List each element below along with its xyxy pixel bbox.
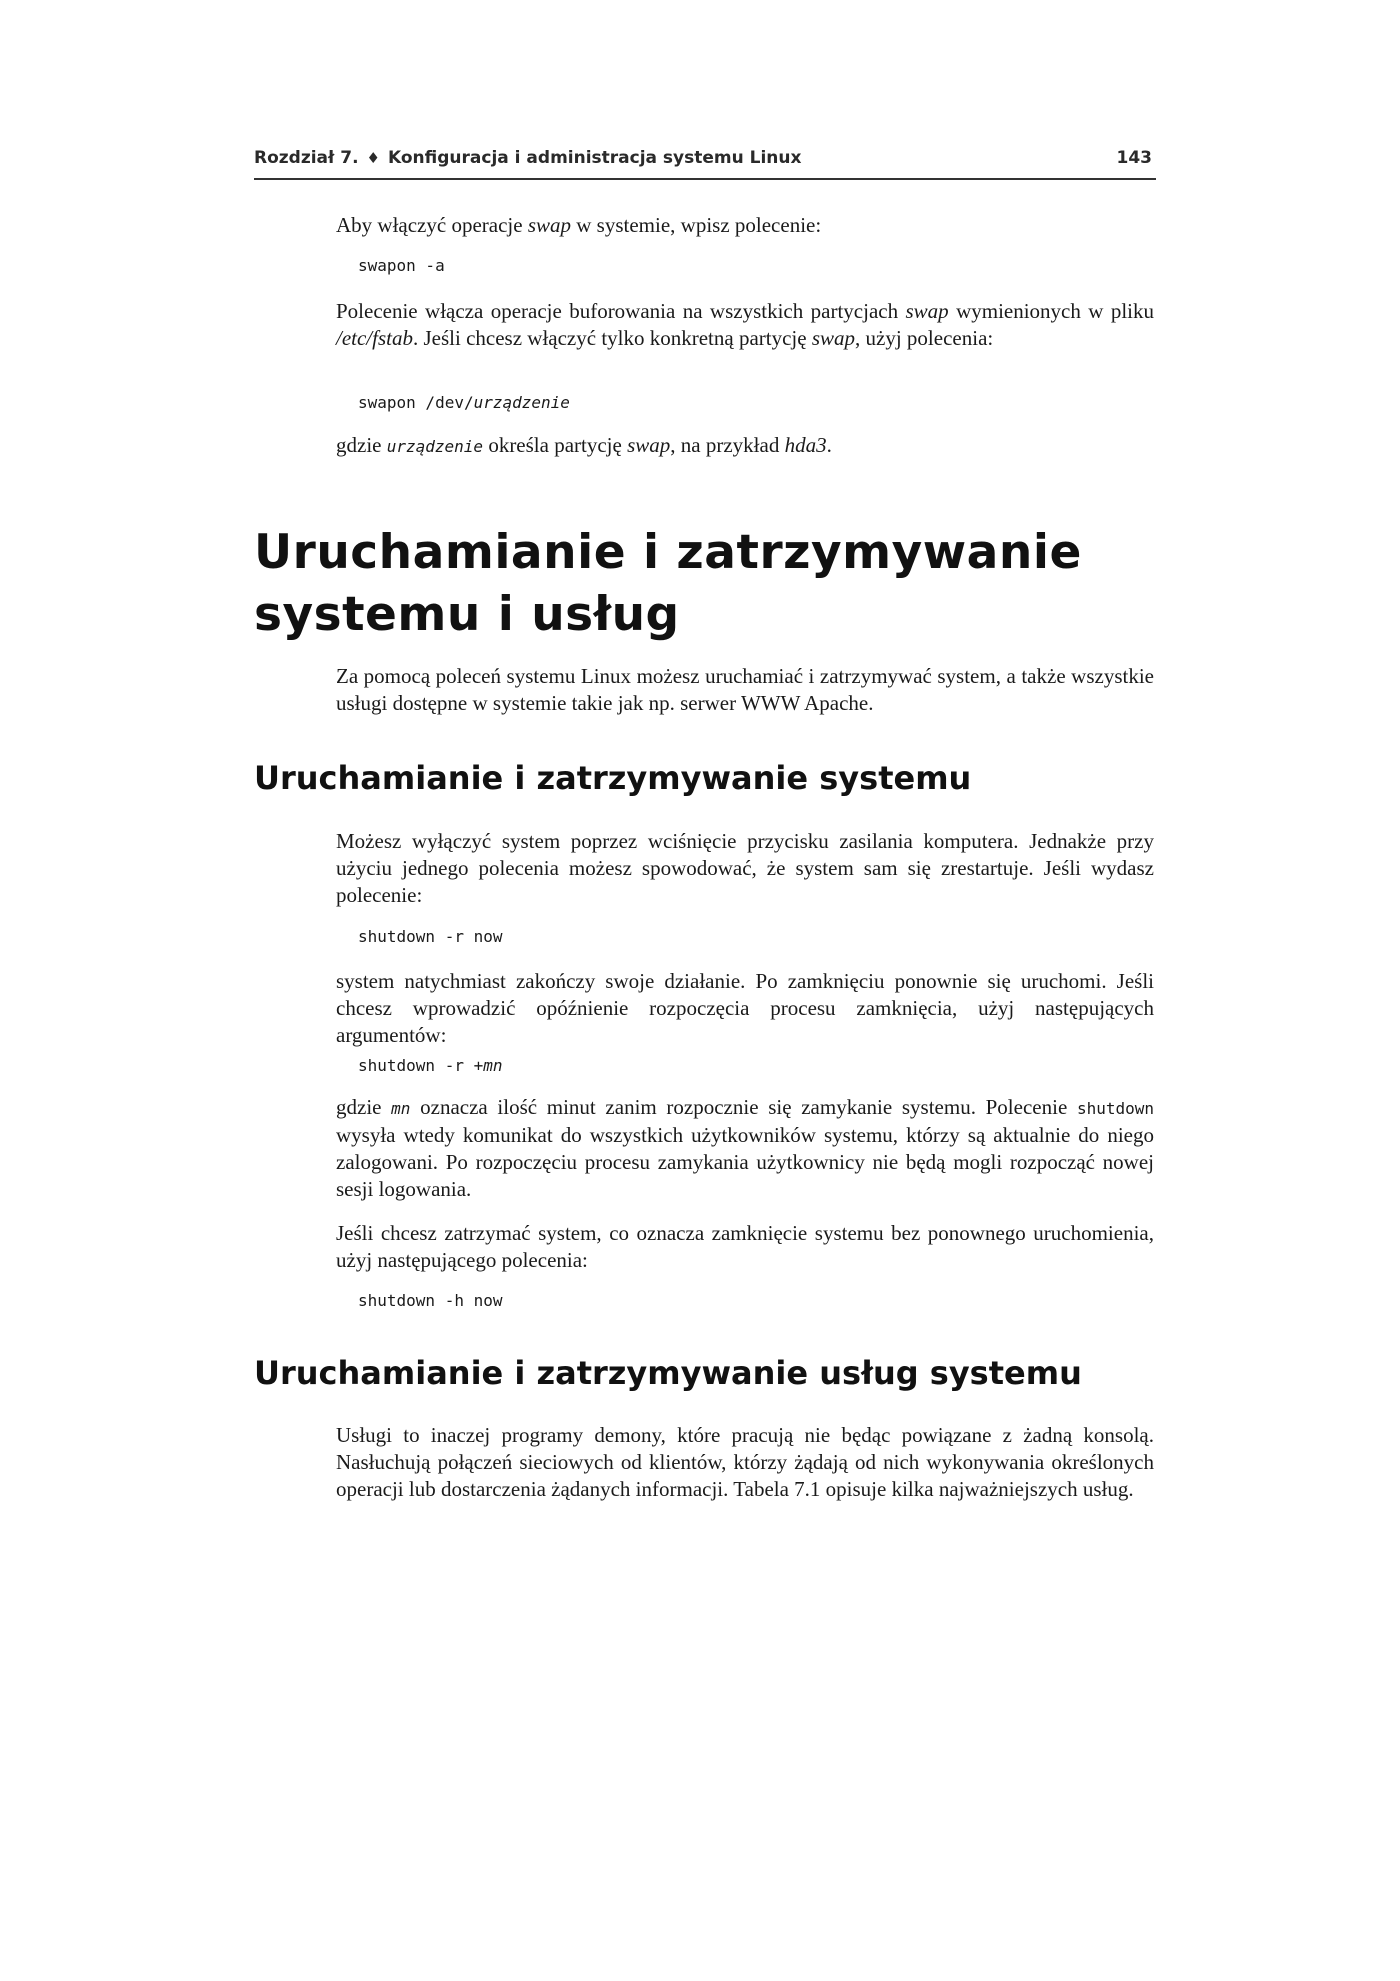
italic-term: swap [627,433,671,457]
text-run: gdzie [336,1095,392,1119]
paragraph-text: Jeśli chcesz zatrzymać system, co oznacza zamknięcie systemu bez ponownego uruchomienia, użyj następującego polecenia: [336,1221,1154,1272]
paragraph-device-explain [336,432,1154,460]
chapter-label: Rozdział 7. [254,148,359,168]
code-swapon-a: swapon -a [358,256,445,275]
heading-line-1: Uruchamianie i zatrzymywanie [254,525,1082,580]
italic-term: hda3 [784,433,827,457]
paragraph-shutdown-delay [336,968,1154,1049]
text-run: w systemie, wpisz polecenie: [571,213,822,237]
paragraph-text: system natychmiast zakończy swoje działanie. Po zamknięciu ponownie się uruchomi. Jeśli chcesz wprowadzić opóźnienie rozpoczęcia procesu zamknięcia, użyj następujących argumentów: [336,969,1154,1047]
text-run: . Jeśli chcesz włączyć tylko konkretną partycję [413,326,812,350]
running-header [254,144,1156,180]
chapter-title [254,148,801,168]
paragraph-text [336,298,1154,352]
paragraph-shutdown-explain [336,1094,1154,1203]
paragraph-text [336,432,1154,460]
text-run: Aby włączyć operacje [336,213,528,237]
paragraph-text: Możesz wyłączyć system poprzez wciśnięcie przycisku zasilania komputera. Jednakże przy użyciu jednego polecenia możesz spowodować, że system sam się zrestartuje. Jeśli wydasz polecenie: [336,829,1154,907]
paragraph-text [336,1094,1154,1203]
italic-term: swap [811,326,856,350]
italic-term: swap [527,213,571,237]
text-run: , na przykład [670,433,785,457]
italic-term: swap [905,299,949,323]
code-shutdown-h-now: shutdown -h now [358,1291,503,1310]
paragraph-services-intro [336,1422,1154,1503]
code-shutdown-r-now: shutdown -r now [358,927,503,946]
text-run: określa partycję [483,433,628,457]
subsection-heading-system: Uruchamianie i zatrzymywanie systemu [254,759,972,797]
code-run: shutdown -r + [358,1056,484,1075]
text-run: wymienionych w pliku [948,299,1154,323]
page-number: 143 [1116,148,1152,168]
code-shutdown-r-mn [358,1056,503,1075]
diamond-separator-icon: ♦ [366,149,380,167]
heading-line-2: systemu i usług [254,587,680,642]
paragraph-swap-partitions [336,298,1154,352]
chapter-name: Konfiguracja i administracja systemu Linux [388,148,802,168]
inline-code-placeholder: urządzenie [386,437,484,456]
inline-code: shutdown [1076,1099,1155,1118]
paragraph-shutdown-intro [336,828,1154,909]
paragraph-halt-intro [336,1220,1154,1274]
paragraph-swap-intro [336,212,1154,239]
subsection-heading-services: Uruchamianie i zatrzymywanie usług systemu [254,1354,1082,1392]
paragraph-text [336,212,1154,239]
inline-code-placeholder: mn [391,1099,411,1118]
text-run: Polecenie włącza operacje buforowania na wszystkich partycjach [336,299,906,323]
italic-path: /etc/fstab [336,326,413,350]
section-heading [254,522,1082,646]
paragraph-text: Za pomocą poleceń systemu Linux możesz uruchamiać i zatrzymywać system, a także wszystkie usługi dostępne w systemie takie jak np. serwer WWW Apache. [336,664,1154,715]
paragraph-text: Usługi to inaczej programy demony, które pracują nie będąc powiązane z żadną konsolą. Nasłuchują połączeń sieciowych od klientów, którzy żądają od nich wykonywania określonych operacji lub dostarczenia żądanych informacji. Tabela 7.1 opisuje kilka najważniejszych usług. [336,1423,1154,1501]
text-run: gdzie [336,433,387,457]
text-run: , użyj polecenia: [855,326,994,350]
code-swapon-device [358,393,570,412]
code-run: swapon /dev/ [358,393,474,412]
text-run: . [826,433,832,457]
code-placeholder: urządzenie [473,393,570,412]
code-placeholder: mn [483,1056,503,1075]
text-run: oznacza ilość minut zanim rozpocznie się zamykanie systemu. Polecenie [410,1095,1077,1119]
paragraph-section-intro [336,663,1154,717]
text-run: wysyła wtedy komunikat do wszystkich użytkowników systemu, którzy są aktualnie do niego zalogowani. Po rozpoczęciu procesu zamykania użytkownicy nie będą mogli rozpocząć nowej sesji logowania. [336,1123,1154,1201]
